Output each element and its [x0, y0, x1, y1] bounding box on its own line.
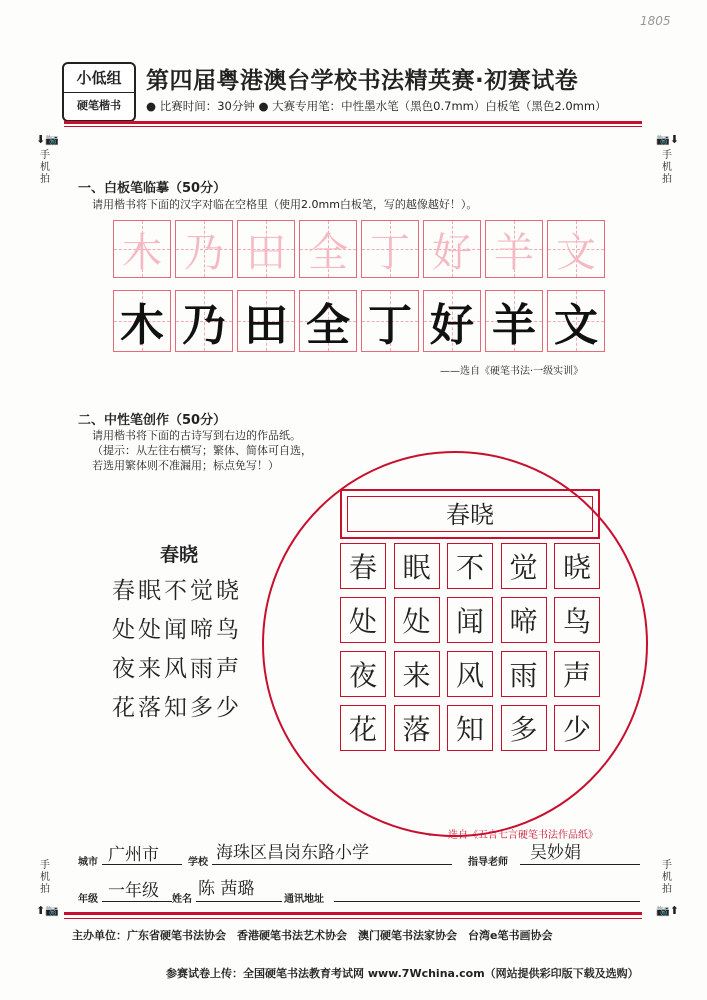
side-label-top-right: 手机拍 — [662, 150, 672, 185]
trace-row — [113, 220, 605, 278]
trace-cell: 羊 — [485, 220, 543, 278]
poem-line: 夜来风雨声 — [112, 656, 242, 682]
work-cell: 鸟 — [554, 597, 600, 643]
header-rule-thin — [64, 126, 642, 127]
writing-cell: 好 — [423, 290, 481, 352]
work-cell: 晓 — [554, 543, 600, 589]
writing-cell: 乃 — [175, 290, 233, 352]
camera-icon: 📷⬇ — [656, 133, 679, 146]
work-cell: 啼 — [501, 597, 547, 643]
school-label: 学校 — [188, 857, 208, 868]
camera-icon: 📷⬆ — [656, 904, 679, 917]
poem-line: 处处闻啼鸟 — [112, 617, 242, 643]
group-badge — [62, 62, 136, 122]
work-cell: 春 — [340, 543, 386, 589]
city-value[interactable]: 广州市 — [108, 845, 159, 865]
trace-cell: 乃 — [175, 220, 233, 278]
camera-icon: ⬆📷 — [36, 904, 59, 917]
writing-row — [113, 290, 605, 352]
work-cell: 落 — [394, 705, 440, 751]
work-cell: 夜 — [340, 651, 386, 697]
badge-group: 小低组 — [76, 69, 122, 87]
trace-cell: 好 — [423, 220, 481, 278]
address-underline[interactable] — [334, 901, 640, 902]
city-underline — [102, 864, 182, 865]
writing-cell: 田 — [237, 290, 295, 352]
work-cell: 少 — [554, 705, 600, 751]
organizers: 主办单位：广东省硬笔书法协会 香港硬笔书法艺术协会 澳门硬笔书法家协会 台湾e笔书画协会 — [72, 929, 553, 942]
camera-icon: ⬇📷 — [36, 133, 59, 146]
writing-cell: 羊 — [485, 290, 543, 352]
grade-underline — [102, 901, 172, 902]
exam-subtitle: ● 比赛时间：30分钟 ● 大赛专用笔：中性墨水笔（黑色0.7mm）白板笔（黑色2.0mm） — [146, 99, 607, 113]
poem-line: 春眠不觉晓 — [112, 578, 242, 604]
name-underline — [196, 901, 282, 902]
badge-category: 硬笔楷书 — [64, 92, 134, 119]
writing-cell: 文 — [547, 290, 605, 352]
trace-cell: 丁 — [361, 220, 419, 278]
writing-cell: 木 — [113, 290, 171, 352]
poem-text — [112, 572, 242, 728]
work-cell: 不 — [447, 543, 493, 589]
work-cell: 雨 — [501, 651, 547, 697]
corner-note: 1805 — [640, 14, 671, 28]
poem-line: 花落知多少 — [112, 695, 242, 721]
work-cell: 来 — [394, 651, 440, 697]
exam-title: 第四届粤港澳台学校书法精英赛·初赛试卷 — [146, 68, 579, 94]
address-label: 通讯地址 — [284, 894, 324, 905]
work-cell: 处 — [394, 597, 440, 643]
section2-title: 二、中性笔创作（50分） — [78, 413, 227, 428]
poem-title: 春晓 — [160, 544, 199, 566]
footer-rule-thin — [64, 918, 642, 919]
grade-value[interactable]: 一年级 — [108, 881, 159, 901]
trace-cell: 文 — [547, 220, 605, 278]
work-cell: 风 — [447, 651, 493, 697]
trace-cell: 田 — [237, 220, 295, 278]
work-title-box — [340, 489, 600, 539]
school-underline — [212, 864, 452, 865]
header-rule — [64, 121, 642, 124]
work-cell: 闻 — [447, 597, 493, 643]
section2-instruction-1: 请用楷书将下面的古诗写到右边的作品纸。 — [92, 429, 301, 442]
side-label-bottom-left: 手机拍 — [40, 860, 50, 895]
work-cell: 眠 — [394, 543, 440, 589]
work-cell: 花 — [340, 705, 386, 751]
section2-source: ——选自《五言七言硬笔书法作品纸》 — [428, 830, 598, 841]
trace-cell: 全 — [299, 220, 357, 278]
grade-label: 年级 — [78, 894, 98, 905]
work-grid — [340, 543, 600, 755]
work-cell: 处 — [340, 597, 386, 643]
download-note: 参赛试卷上传：全国硬笔书法教育考试网 www.7Wchina.com（网站提供彩印版下载及选购） — [166, 967, 639, 980]
teacher-value[interactable]: 吴妙娟 — [530, 843, 581, 863]
teacher-underline — [520, 864, 640, 865]
city-label: 城市 — [78, 857, 98, 868]
footer-rule — [64, 912, 642, 915]
school-value[interactable]: 海珠区昌岗东路小学 — [216, 843, 369, 863]
work-cell: 知 — [447, 705, 493, 751]
section1-instruction: 请用楷书将下面的汉字对临在空格里（使用2.0mm白板笔，写的越像越好！）。 — [92, 198, 478, 211]
trace-cell: 木 — [113, 220, 171, 278]
name-label: 姓名 — [172, 894, 192, 905]
teacher-label: 指导老师 — [468, 857, 508, 868]
section2-instruction-3: 若选用繁体则不准漏用；标点免写！） — [92, 459, 279, 472]
section1-title: 一、白板笔临摹（50分） — [78, 181, 227, 196]
work-cell: 多 — [501, 705, 547, 751]
name-value[interactable]: 陈 茜璐 — [198, 879, 255, 899]
work-cell: 声 — [554, 651, 600, 697]
writing-cell: 丁 — [361, 290, 419, 352]
section1-source: ——选自《硬笔书法·一级实训》 — [440, 366, 584, 377]
side-label-top-left: 手机拍 — [40, 150, 50, 185]
section2-instruction-2: （提示：从左往右横写；繁体、简体可自选， — [92, 444, 312, 457]
work-title: 春晓 — [347, 496, 593, 532]
writing-cell: 全 — [299, 290, 357, 352]
side-label-bottom-right: 手机拍 — [662, 860, 672, 895]
work-cell: 觉 — [501, 543, 547, 589]
